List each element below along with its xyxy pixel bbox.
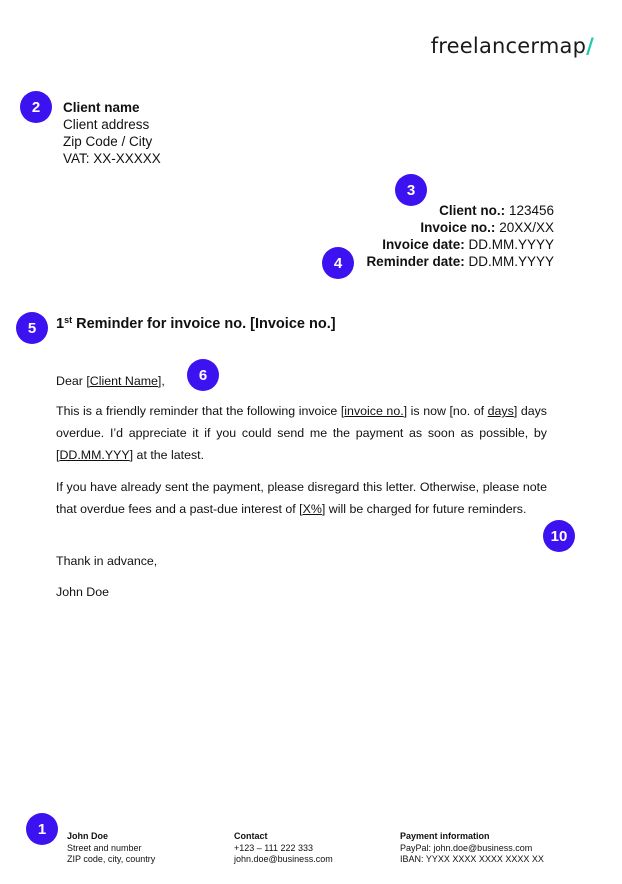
greeting-client-name: [Client Name] xyxy=(86,374,162,388)
marker-badge-10: 10 xyxy=(543,520,575,552)
footer-sender-street: Street and number xyxy=(67,842,142,853)
signature-name: John Doe xyxy=(56,585,110,599)
marker-badge-4: 4 xyxy=(322,247,354,279)
invoice-no-value: 20XX/XX xyxy=(499,220,554,235)
reminder-subject xyxy=(56,315,336,332)
reminder-date-value: DD.MM.YYYY xyxy=(468,254,554,269)
p1-invoice-no: invoice no. xyxy=(344,404,404,418)
p1-text-d: ] at the latest. xyxy=(129,448,205,462)
marker-badge-1: 1 xyxy=(26,813,58,845)
p1-due-date: DD.MM.YYY xyxy=(59,448,130,462)
logo-slash: / xyxy=(586,34,594,58)
subject-ordinal: st xyxy=(64,315,73,325)
reminder-date-row xyxy=(366,253,554,270)
footer-contact-phone: +123 – 111 222 333 xyxy=(234,842,313,853)
footer-sender-name: John Doe xyxy=(67,831,109,841)
reminder-paragraph xyxy=(56,400,547,466)
client-address: Client address xyxy=(63,117,150,132)
marker-badge-5: 5 xyxy=(16,312,48,344)
p2-text-b: ] will be charged for future reminders. xyxy=(321,502,527,516)
p1-text-b: ] is now [no. of xyxy=(403,404,488,418)
client-address-block xyxy=(63,99,161,167)
invoice-date-label: Invoice date: xyxy=(382,237,465,252)
client-no-value: 123456 xyxy=(508,203,554,218)
invoice-date-value: DD.MM.YYYY xyxy=(468,237,554,252)
freelancermap-logo xyxy=(431,34,594,58)
footer-sender xyxy=(67,831,155,866)
invoice-date-row xyxy=(366,236,554,253)
p1-text-a: This is a friendly reminder that the following invoice [ xyxy=(56,404,345,418)
subject-number: 1 xyxy=(56,316,65,332)
footer-sender-zip: ZIP code, city, country xyxy=(67,854,156,864)
client-vat: VAT: XX-XXXXX xyxy=(63,151,161,166)
p2-text-a: If you have already sent the payment, please disregard this letter. Otherwise, please note that overdue fees and a past-due interest of [ xyxy=(56,480,547,516)
closing-thanks: Thank in advance, xyxy=(56,554,158,568)
marker-badge-3: 3 xyxy=(395,174,427,206)
greeting-dear: Dear xyxy=(56,374,87,388)
p1-days: days xyxy=(487,404,514,418)
footer-contact-heading: Contact xyxy=(234,831,268,841)
fees-paragraph xyxy=(56,476,547,520)
invoice-no-label: Invoice no.: xyxy=(420,220,496,235)
footer-contact-email: john.doe@business.com xyxy=(234,854,333,864)
subject-text: Reminder for invoice no. [Invoice no.] xyxy=(76,316,336,332)
footer-payment-heading: Payment information xyxy=(400,831,490,841)
client-zip-city: Zip Code / City xyxy=(63,134,153,149)
reminder-date-label: Reminder date: xyxy=(366,254,465,269)
client-no-label: Client no.: xyxy=(439,203,506,218)
footer-payment-paypal: PayPal: john.doe@business.com xyxy=(400,842,533,853)
footer-contact xyxy=(234,831,333,866)
logo-wordmark: freelancermap xyxy=(430,34,587,58)
invoice-no-row xyxy=(366,219,554,236)
p1-text-c: ] days overdue. I’d appreciate it if you could send me the payment as soon as possible, by [ xyxy=(56,404,547,462)
greeting-comma: , xyxy=(161,374,165,388)
invoice-meta-block xyxy=(366,202,554,270)
client-no-row xyxy=(366,202,554,219)
footer-payment xyxy=(400,831,544,866)
footer-payment-iban: IBAN: YYXX XXXX XXXX XXXX XX xyxy=(400,854,544,864)
marker-badge-2: 2 xyxy=(20,91,52,123)
client-name: Client name xyxy=(63,100,140,115)
greeting xyxy=(56,370,547,392)
p2-interest-pct: X% xyxy=(302,502,322,516)
marker-badge-6: 6 xyxy=(187,359,219,391)
